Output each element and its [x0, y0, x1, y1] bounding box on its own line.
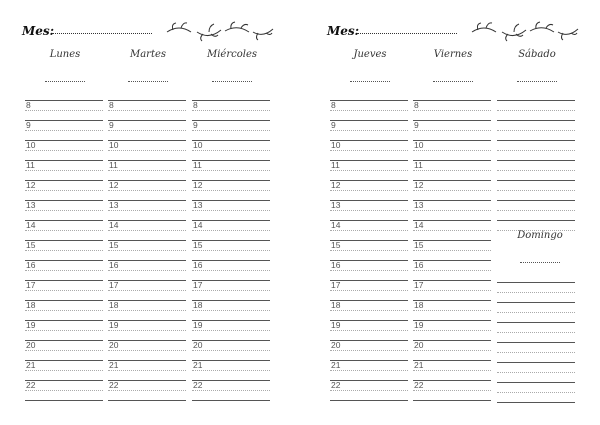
hour-label: 19	[109, 320, 119, 330]
half-hour-line	[192, 250, 270, 251]
half-hour-line	[192, 150, 270, 151]
hour-label: 12	[109, 180, 119, 190]
hour-label: 22	[109, 380, 119, 390]
half-hour-line	[25, 210, 103, 211]
date-field[interactable]	[350, 81, 390, 82]
hour-slot-line[interactable]	[25, 220, 103, 221]
hour-label: 20	[414, 340, 424, 350]
hour-slot-line[interactable]	[330, 140, 408, 141]
date-field[interactable]	[45, 81, 85, 82]
hour-slot-line[interactable]	[108, 280, 186, 281]
hour-label: 9	[331, 120, 336, 130]
hour-slot-line[interactable]	[413, 280, 491, 281]
half-hour-line	[192, 310, 270, 311]
hour-label: 14	[193, 220, 203, 230]
hour-label: 22	[26, 380, 36, 390]
hour-slot-line[interactable]	[330, 260, 408, 261]
half-hour-line	[413, 170, 491, 171]
hour-label: 11	[193, 160, 202, 170]
hour-slot-line[interactable]	[192, 240, 270, 241]
ruled-line	[497, 342, 575, 343]
half-hour-line	[192, 130, 270, 131]
hour-label: 10	[414, 140, 424, 150]
hour-label: 13	[26, 200, 36, 210]
half-hour-line	[108, 330, 186, 331]
hour-slot-line[interactable]	[192, 200, 270, 201]
half-hour-line	[192, 210, 270, 211]
half-hour-line	[192, 390, 270, 391]
hour-label: 17	[331, 280, 341, 290]
hour-label: 15	[331, 240, 341, 250]
hour-slot-line[interactable]	[192, 280, 270, 281]
hour-slot-line[interactable]	[413, 300, 491, 301]
hour-label: 15	[109, 240, 119, 250]
hour-slot-line[interactable]	[192, 300, 270, 301]
half-hour-line	[330, 370, 408, 371]
half-hour-line	[25, 310, 103, 311]
half-hour-line	[25, 230, 103, 231]
hour-label: 13	[109, 200, 119, 210]
half-hour-line	[108, 130, 186, 131]
half-hour-line	[413, 350, 491, 351]
hour-slot-line[interactable]	[108, 380, 186, 381]
hour-slot-line[interactable]	[413, 220, 491, 221]
ruled-line	[497, 100, 575, 101]
half-hour-line	[25, 350, 103, 351]
hour-label: 15	[414, 240, 424, 250]
ruled-line	[497, 382, 575, 383]
hour-label: 16	[331, 260, 341, 270]
hour-slot-line[interactable]	[108, 120, 186, 121]
hour-slot-line[interactable]	[330, 300, 408, 301]
half-hour-line	[108, 270, 186, 271]
day-header: Viernes	[433, 49, 473, 60]
half-hour-line	[108, 230, 186, 231]
half-hour-line	[25, 150, 103, 151]
hour-label: 13	[193, 200, 203, 210]
half-hour-line	[413, 250, 491, 251]
half-hour-line	[25, 370, 103, 371]
hour-slot-line[interactable]	[108, 220, 186, 221]
half-hour-line	[192, 170, 270, 171]
half-hour-line	[330, 130, 408, 131]
ruled-line	[497, 302, 575, 303]
hour-label: 11	[26, 160, 35, 170]
ruled-line	[497, 352, 575, 353]
half-hour-line	[108, 210, 186, 211]
month-label: Mes:	[22, 24, 55, 38]
hour-label: 11	[331, 160, 340, 170]
hour-slot-line[interactable]	[25, 160, 103, 161]
hour-slot-line[interactable]	[413, 260, 491, 261]
hour-label: 19	[26, 320, 36, 330]
half-hour-line	[330, 250, 408, 251]
half-hour-line	[108, 150, 186, 151]
half-hour-line	[25, 170, 103, 171]
hour-label: 18	[193, 300, 203, 310]
hour-slot-line[interactable]	[330, 380, 408, 381]
hour-slot-line[interactable]	[25, 320, 103, 321]
hour-label: 21	[193, 360, 203, 370]
half-hour-line	[413, 270, 491, 271]
half-hour-line	[413, 310, 491, 311]
ruled-line	[497, 372, 575, 373]
half-hour-line	[25, 250, 103, 251]
hour-label: 13	[414, 200, 424, 210]
hour-label: 21	[414, 360, 424, 370]
hour-label: 22	[414, 380, 424, 390]
hour-label: 8	[26, 100, 31, 110]
hour-label: 18	[26, 300, 36, 310]
hour-slot-line[interactable]	[25, 140, 103, 141]
hour-label: 11	[414, 160, 423, 170]
hour-slot-line[interactable]	[413, 360, 491, 361]
hour-slot-line[interactable]	[413, 100, 491, 101]
half-hour-line	[413, 330, 491, 331]
hour-slot-line[interactable]	[108, 320, 186, 321]
hour-slot-line[interactable]	[108, 300, 186, 301]
hour-slot-line[interactable]	[413, 240, 491, 241]
hour-slot-line[interactable]	[413, 340, 491, 341]
hour-slot-line[interactable]	[192, 180, 270, 181]
hour-slot-line[interactable]	[192, 220, 270, 221]
hour-label: 9	[109, 120, 114, 130]
half-hour-line	[192, 230, 270, 231]
hour-slot-line[interactable]	[413, 140, 491, 141]
hour-slot-line[interactable]	[192, 360, 270, 361]
vine-decoration-icon	[470, 20, 580, 42]
half-hour-line	[192, 350, 270, 351]
ruled-line	[497, 402, 575, 403]
half-hour-line	[330, 330, 408, 331]
hour-label: 17	[414, 280, 424, 290]
hour-slot-line[interactable]	[25, 180, 103, 181]
half-hour-line	[330, 390, 408, 391]
hour-slot-line[interactable]	[413, 120, 491, 121]
hour-label: 20	[331, 340, 341, 350]
ruled-line	[497, 150, 575, 151]
hour-slot-line[interactable]	[330, 240, 408, 241]
hour-label: 11	[109, 160, 118, 170]
hour-label: 8	[331, 100, 336, 110]
hour-label: 15	[193, 240, 203, 250]
hour-label: 17	[193, 280, 203, 290]
ruled-line	[497, 120, 575, 121]
hour-label: 21	[26, 360, 36, 370]
hour-slot-line[interactable]	[330, 160, 408, 161]
half-hour-line	[25, 130, 103, 131]
hour-slot-line	[192, 400, 270, 401]
ruled-line	[497, 332, 575, 333]
half-hour-line	[330, 290, 408, 291]
hour-slot-line[interactable]	[108, 260, 186, 261]
half-hour-line	[413, 130, 491, 131]
hour-slot-line[interactable]	[25, 120, 103, 121]
half-hour-line	[330, 270, 408, 271]
ruled-line	[497, 140, 575, 141]
hour-slot-line	[108, 400, 186, 401]
hour-slot-line[interactable]	[330, 120, 408, 121]
half-hour-line	[330, 110, 408, 111]
ruled-line	[497, 362, 575, 363]
hour-slot-line[interactable]	[192, 140, 270, 141]
hour-slot-line[interactable]	[108, 100, 186, 101]
hour-label: 8	[109, 100, 114, 110]
hour-label: 19	[414, 320, 424, 330]
month-field[interactable]	[52, 33, 152, 34]
hour-slot-line[interactable]	[108, 160, 186, 161]
hour-label: 14	[331, 220, 341, 230]
hour-label: 19	[193, 320, 203, 330]
ruled-line	[497, 110, 575, 111]
day-header: Lunes	[49, 49, 81, 60]
half-hour-line	[330, 230, 408, 231]
half-hour-line	[108, 190, 186, 191]
hour-slot-line[interactable]	[25, 100, 103, 101]
hour-slot-line[interactable]	[108, 340, 186, 341]
half-hour-line	[192, 370, 270, 371]
hour-slot-line[interactable]	[25, 340, 103, 341]
half-hour-line	[413, 210, 491, 211]
hour-label: 16	[414, 260, 424, 270]
ruled-line	[497, 190, 575, 191]
half-hour-line	[413, 150, 491, 151]
hour-label: 10	[193, 140, 203, 150]
date-field[interactable]	[128, 81, 168, 82]
half-hour-line	[413, 390, 491, 391]
ruled-line	[497, 130, 575, 131]
hour-slot-line[interactable]	[330, 200, 408, 201]
half-hour-line	[108, 390, 186, 391]
month-field[interactable]	[357, 33, 457, 34]
hour-slot-line[interactable]	[330, 320, 408, 321]
half-hour-line	[108, 290, 186, 291]
half-hour-line	[192, 110, 270, 111]
hour-label: 19	[331, 320, 341, 330]
half-hour-line	[108, 350, 186, 351]
half-hour-line	[413, 110, 491, 111]
half-hour-line	[192, 270, 270, 271]
hour-label: 9	[414, 120, 419, 130]
half-hour-line	[413, 370, 491, 371]
half-hour-line	[25, 330, 103, 331]
half-hour-line	[25, 290, 103, 291]
hour-label: 8	[193, 100, 198, 110]
hour-label: 12	[193, 180, 203, 190]
hour-label: 10	[26, 140, 36, 150]
day-header: Jueves	[353, 49, 387, 60]
hour-slot-line[interactable]	[192, 120, 270, 121]
hour-label: 9	[26, 120, 31, 130]
planner-page-right	[305, 0, 600, 425]
hour-slot-line[interactable]	[25, 240, 103, 241]
hour-slot-line[interactable]	[108, 360, 186, 361]
ruled-line	[497, 392, 575, 393]
ruled-line	[497, 322, 575, 323]
hour-slot-line[interactable]	[192, 380, 270, 381]
hour-label: 18	[109, 300, 119, 310]
day-header: Sábado	[518, 49, 556, 60]
hour-label: 21	[331, 360, 341, 370]
half-hour-line	[413, 290, 491, 291]
hour-label: 17	[26, 280, 36, 290]
hour-label: 14	[414, 220, 424, 230]
hour-slot-line[interactable]	[25, 280, 103, 281]
month-label: Mes:	[327, 24, 360, 38]
hour-label: 17	[109, 280, 119, 290]
hour-slot-line[interactable]	[413, 200, 491, 201]
hour-slot-line[interactable]	[108, 180, 186, 181]
half-hour-line	[192, 330, 270, 331]
half-hour-line	[108, 250, 186, 251]
ruled-line	[497, 282, 575, 283]
ruled-line	[497, 210, 575, 211]
ruled-line	[497, 312, 575, 313]
date-field[interactable]	[212, 81, 252, 82]
half-hour-line	[192, 190, 270, 191]
hour-slot-line	[413, 400, 491, 401]
hour-slot-line[interactable]	[25, 300, 103, 301]
hour-label: 9	[193, 120, 198, 130]
hour-slot-line[interactable]	[192, 160, 270, 161]
hour-slot-line[interactable]	[25, 360, 103, 361]
vine-decoration-icon	[165, 20, 275, 42]
half-hour-line	[413, 230, 491, 231]
hour-label: 15	[26, 240, 36, 250]
hour-slot-line[interactable]	[25, 200, 103, 201]
half-hour-line	[108, 370, 186, 371]
ruled-line	[497, 220, 575, 221]
hour-slot-line[interactable]	[330, 360, 408, 361]
hour-slot-line[interactable]	[330, 100, 408, 101]
date-field[interactable]	[520, 262, 560, 263]
half-hour-line	[25, 110, 103, 111]
hour-label: 14	[26, 220, 36, 230]
half-hour-line	[108, 110, 186, 111]
half-hour-line	[25, 390, 103, 391]
half-hour-line	[192, 290, 270, 291]
hour-label: 10	[109, 140, 119, 150]
half-hour-line	[25, 190, 103, 191]
hour-label: 22	[331, 380, 341, 390]
hour-slot-line[interactable]	[192, 100, 270, 101]
hour-label: 12	[331, 180, 341, 190]
hour-label: 16	[109, 260, 119, 270]
ruled-line	[497, 200, 575, 201]
hour-slot-line[interactable]	[192, 260, 270, 261]
half-hour-line	[108, 170, 186, 171]
day-header: Domingo	[517, 230, 563, 241]
hour-slot-line[interactable]	[108, 200, 186, 201]
day-header: Miércoles	[206, 49, 257, 60]
hour-slot-line[interactable]	[413, 380, 491, 381]
hour-slot-line[interactable]	[413, 160, 491, 161]
half-hour-line	[330, 150, 408, 151]
hour-slot-line	[25, 400, 103, 401]
hour-slot-line[interactable]	[108, 240, 186, 241]
hour-label: 16	[26, 260, 36, 270]
ruled-line	[497, 160, 575, 161]
hour-label: 10	[331, 140, 341, 150]
hour-slot-line[interactable]	[192, 320, 270, 321]
ruled-line	[497, 180, 575, 181]
half-hour-line	[413, 190, 491, 191]
hour-slot-line[interactable]	[25, 260, 103, 261]
hour-slot-line[interactable]	[413, 180, 491, 181]
half-hour-line	[330, 350, 408, 351]
hour-label: 18	[331, 300, 341, 310]
hour-slot-line[interactable]	[330, 280, 408, 281]
hour-label: 8	[414, 100, 419, 110]
day-header: Martes	[129, 49, 167, 60]
hour-slot-line[interactable]	[413, 320, 491, 321]
half-hour-line	[108, 310, 186, 311]
hour-label: 22	[193, 380, 203, 390]
hour-label: 12	[26, 180, 36, 190]
hour-slot-line[interactable]	[25, 380, 103, 381]
hour-label: 20	[193, 340, 203, 350]
half-hour-line	[25, 270, 103, 271]
half-hour-line	[330, 170, 408, 171]
hour-slot-line[interactable]	[330, 180, 408, 181]
ruled-line	[497, 170, 575, 171]
hour-slot-line[interactable]	[330, 220, 408, 221]
date-field[interactable]	[433, 81, 473, 82]
hour-slot-line	[330, 400, 408, 401]
half-hour-line	[330, 190, 408, 191]
hour-slot-line[interactable]	[108, 140, 186, 141]
hour-label: 20	[109, 340, 119, 350]
hour-label: 12	[414, 180, 424, 190]
ruled-line	[497, 292, 575, 293]
hour-label: 18	[414, 300, 424, 310]
half-hour-line	[330, 210, 408, 211]
hour-slot-line[interactable]	[330, 340, 408, 341]
hour-label: 20	[26, 340, 36, 350]
hour-slot-line[interactable]	[192, 340, 270, 341]
hour-label: 13	[331, 200, 341, 210]
hour-label: 14	[109, 220, 119, 230]
date-field[interactable]	[517, 81, 557, 82]
hour-label: 16	[193, 260, 203, 270]
hour-label: 21	[109, 360, 119, 370]
half-hour-line	[330, 310, 408, 311]
